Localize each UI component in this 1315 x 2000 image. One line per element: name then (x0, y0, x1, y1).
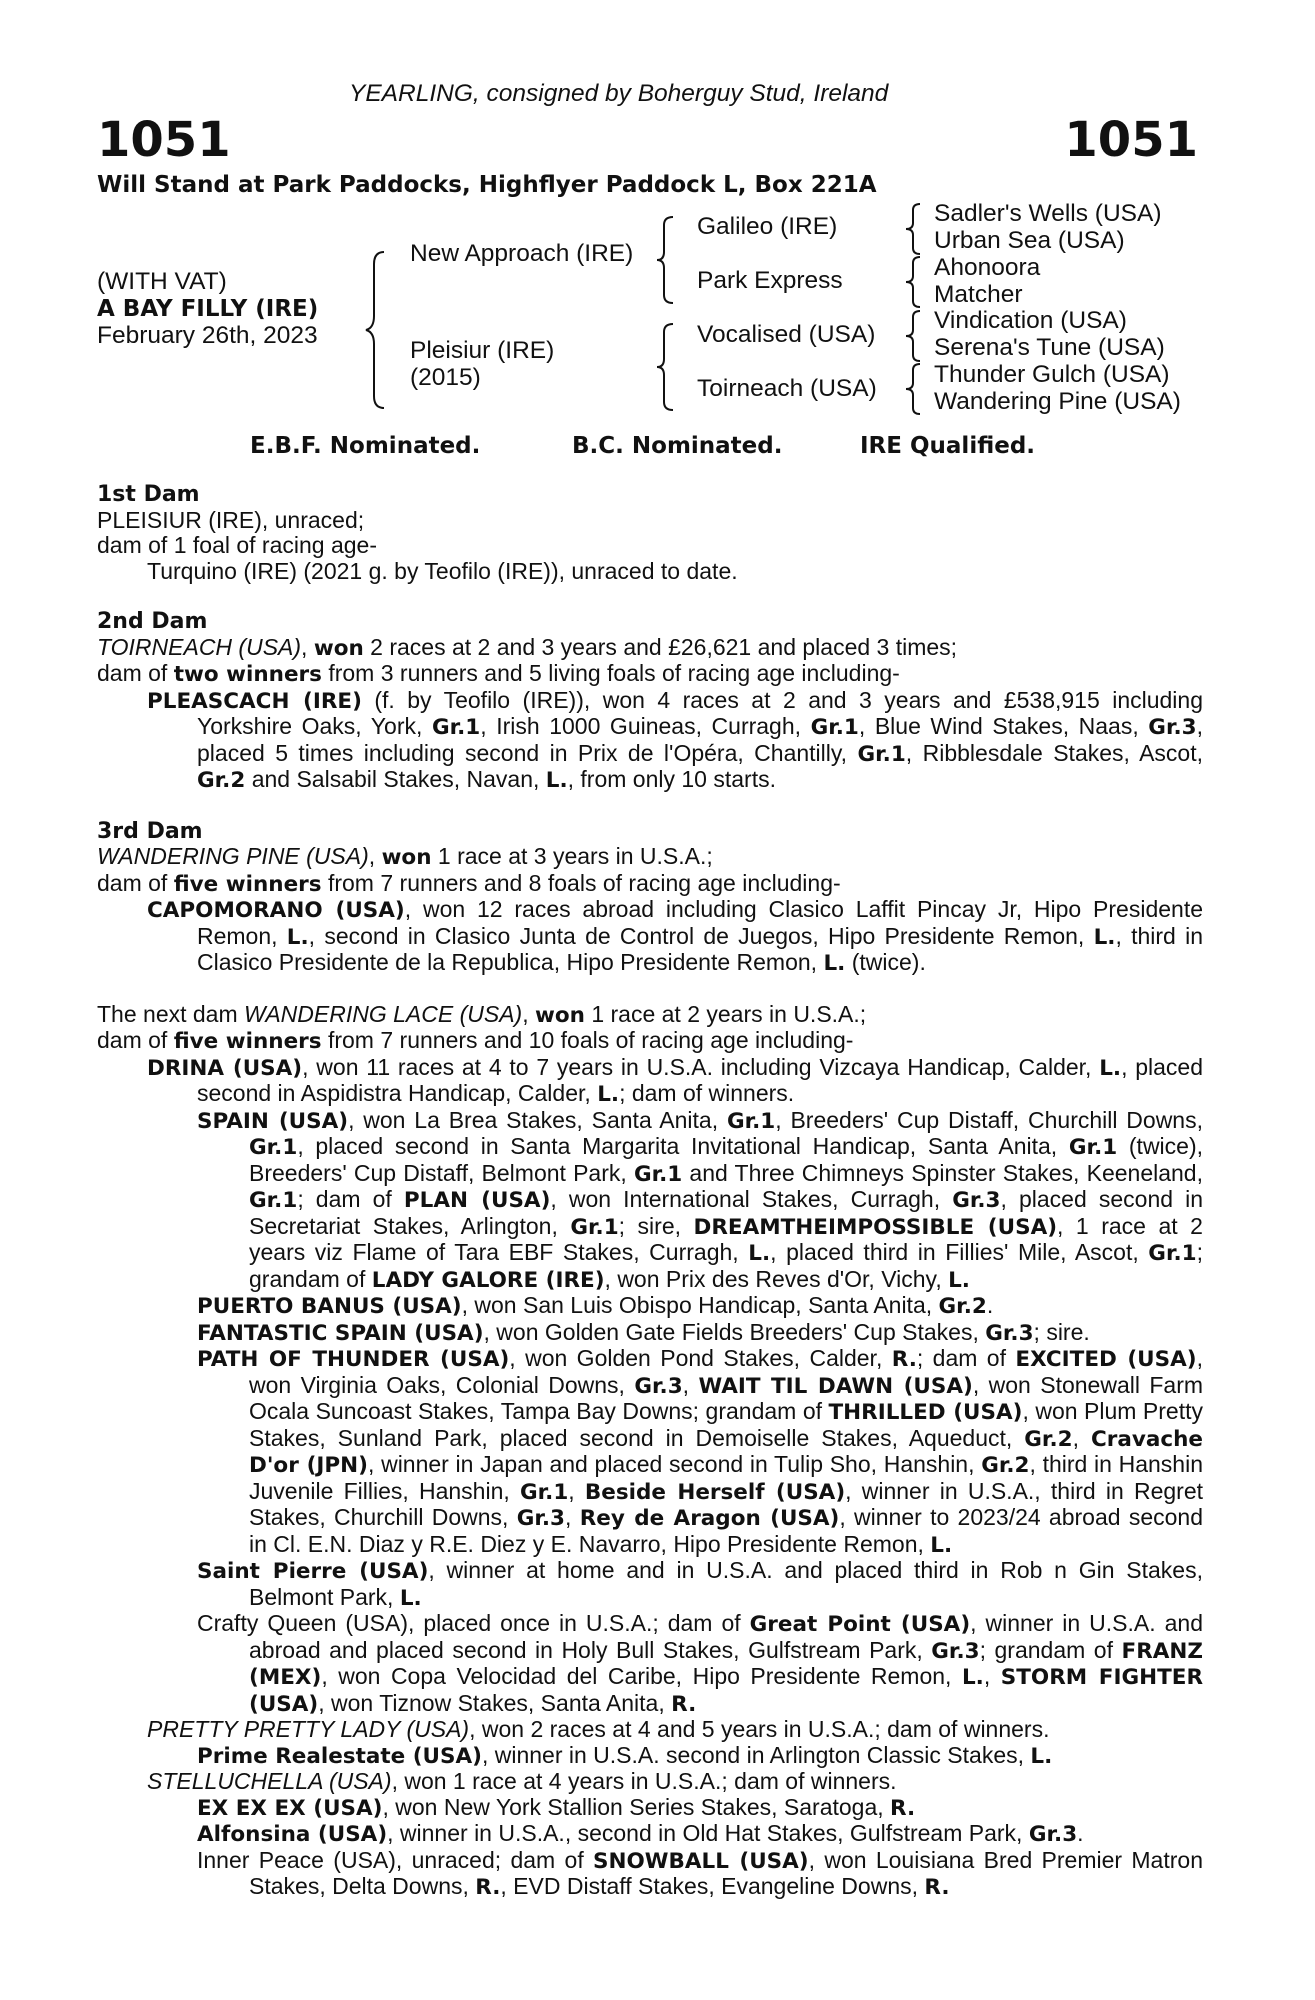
third-dam-record: WANDERING PINE (USA), won 1 race at 3 years in U.S.A.; (97, 843, 713, 870)
pedigree-ggp-3: Ahonoora (934, 254, 1041, 281)
entry-saint-pierre: Saint Pierre (USA), winner at home and in U.S.A. and placed third in Rob n Gin Stakes, Belmont Park, L. (197, 1557, 1203, 1611)
pedigree-ggp-7: Thunder Gulch (USA) (934, 361, 1170, 388)
pedigree-brace-g3 (902, 309, 926, 363)
pedigree-ggp-1: Sadler's Wells (USA) (934, 200, 1162, 227)
pedigree-brace-sire (653, 215, 679, 305)
pedigree-sire-dam: Park Express (697, 267, 843, 294)
first-dam-foal: Turquino (IRE) (2021 g. by Teofilo (IRE)), unraced to date. (147, 557, 738, 584)
second-dam-name: TOIRNEACH (USA) (97, 633, 302, 660)
entry-stelluchella: STELLUCHELLA (USA), won 1 race at 4 years in U.S.A.; dam of winners. (147, 1768, 897, 1794)
bc-nominated: B.C. Nominated. (572, 433, 783, 459)
pedigree-brace-main (362, 250, 392, 410)
pedigree-ggp-6: Serena's Tune (USA) (934, 334, 1165, 361)
first-dam-heading: 1st Dam (97, 482, 200, 507)
consignment-line: YEARLING, consigned by Boherguy Stud, Ireland (349, 80, 889, 107)
next-dam-name: WANDERING LACE (USA) (244, 1000, 523, 1027)
ebf-nominated: E.B.F. Nominated. (250, 433, 481, 459)
pedigree-brace-g4 (902, 362, 926, 416)
third-dam-produce: dam of five winners from 7 runners and 8 foals of racing age including- (97, 869, 841, 897)
entry-inner-peace: Inner Peace (USA), unraced; dam of SNOWBALL (USA), won Louisiana Bred Premier Matron Stakes, Delta Downs, R., EVD Distaff Stakes, Evangeline Downs, R. (197, 1846, 1203, 1900)
entry-alfonsina: Alfonsina (USA), winner in U.S.A., second in Old Hat Stakes, Gulfstream Park, Gr.3. (197, 1820, 1084, 1847)
entry-prime-realestate: Prime Realestate (USA), winner in U.S.A. second in Arlington Classic Stakes, L. (197, 1741, 1053, 1769)
pedigree-brace-dam (653, 322, 679, 412)
pedigree-dam-dam: Toirneach (USA) (697, 375, 877, 402)
stabling-line: Will Stand at Park Paddocks, Highflyer Paddock L, Box 221A (97, 172, 877, 198)
third-dam-heading: 3rd Dam (97, 818, 203, 844)
pedigree-dam: Pleisiur (IRE) (410, 337, 555, 364)
first-dam-line2: dam of 1 foal of racing age- (97, 532, 377, 558)
second-dam-record: TOIRNEACH (USA), won 2 races at 2 and 3 years and £26,621 and placed 3 times; (97, 633, 958, 661)
pedigree-brace-g2 (902, 255, 926, 309)
pedigree-brace-g1 (902, 202, 926, 256)
entry-path-of-thunder: PATH OF THUNDER (USA), won Golden Pond Stakes, Calder, R.; dam of EXCITED (USA), won Virginia Oaks, Colonial Downs, Gr.3, WAIT TIL DAWN (USA), won Stonewall Farm Ocala Suncoast Stakes, Tampa Bay Downs; grandam of THRILLED (USA), won Plum Pretty Stakes, Sunland Park, placed second in Demoiselle Stakes, Aqueduct, Gr.2, Cravache D'or (JPN), winner in Japan and placed second in Tulip Sho, Hanshin, Gr.2, third in Hanshin Juvenile Fillies, Hanshin, Gr.1, Beside Herself (USA), winner in U.S.A., third in Regret Stakes, Churchill Downs, Gr.3, Rey de Aragon (USA), winner to 2023/24 abroad second in Cl. E.N. Diaz y R.E. Diez y E. Navarro, Hipo Presidente Remon, L. (197, 1345, 1204, 1558)
entry-spain: SPAIN (USA), won La Brea Stakes, Santa Anita, Gr.1, Breeders' Cup Distaff, Churchill Downs, Gr.1, placed second in Santa Margarita Invitational Handicap, Santa Anita, Gr.1 (twice), Breeders' Cup Distaff, Belmont Park, Gr.1 and Three Chimneys Spinster Stakes, Keeneland, Gr.1; dam of PLAN (USA), won International Stakes, Curragh, Gr.3, placed second in Secretariat Stakes, Arlington, Gr.1; sire, DREAMTHEIMPOSSIBLE (USA), 1 race at 2 years viz Flame of Tara EBF Stakes, Curragh, L., placed third in Fillies' Mile, Ascot, Gr.1; grandam of LADY GALORE (IRE), won Prix des Reves d'Or, Vichy, L. (197, 1106, 1204, 1293)
foaling-date: February 26th, 2023 (97, 322, 318, 349)
produce-record (97, 482, 1203, 1901)
next-dam-produce: dam of five winners from 7 runners and 10 foals of racing age including- (97, 1027, 854, 1054)
entry-drina: DRINA (USA), won 11 races at 4 to 7 years in U.S.A. including Vizcaya Handicap, Calder, L., placed second in Aspidistra Handicap, Calder, L.; dam of winners. (147, 1053, 1204, 1107)
entry-pretty-pretty-lady: PRETTY PRETTY LADY (USA), won 2 races at 4 and 5 years in U.S.A.; dam of winners. (147, 1716, 1050, 1742)
pedigree-sire: New Approach (IRE) (410, 240, 634, 267)
entry-crafty-queen: Crafty Queen (USA), placed once in U.S.A.; dam of Great Point (USA), winner in U.S.A. and abroad and placed second in Holy Bull Stakes, Gulfstream Park, Gr.3; grandam of FRANZ (MEX), won Copa Velocidad del Caribe, Hipo Presidente Remon, L., STORM FIGHTER (USA), won Tiznow Stakes, Santa Anita, R. (197, 1610, 1203, 1717)
vat-label: (WITH VAT) (97, 268, 227, 295)
next-dam-record: The next dam WANDERING LACE (USA), won 1 race at 2 years in U.S.A.; (97, 1000, 867, 1028)
ire-qualified: IRE Qualified. (860, 433, 1036, 459)
pedigree-ggp-8: Wandering Pine (USA) (934, 388, 1181, 415)
third-dam-capomorano: CAPOMORANO (USA), won 12 races abroad including Clasico Laffit Pincay Jr, Hipo Presidente Remon, L., second in Clasico Junta de Control de Juegos, Hipo Presidente Remon, L., third in Clasico Presidente de la Republica, Hipo Presidente Remon, L. (twice). (147, 896, 1204, 976)
pedigree-sire-sire: Galileo (IRE) (697, 213, 838, 240)
second-dam-produce: dam of two winners from 3 runners and 5 living foals of racing age including- (97, 660, 900, 687)
pedigree-ggp-2: Urban Sea (USA) (934, 227, 1125, 254)
pedigree-ggp-5: Vindication (USA) (934, 307, 1127, 334)
first-dam-line1: PLEISIUR (IRE), unraced; (97, 506, 365, 533)
entry-puerto-banus: PUERTO BANUS (USA), won San Luis Obispo Handicap, Santa Anita, Gr.2. (197, 1292, 994, 1319)
pedigree-dam-year: (2015) (410, 364, 481, 391)
lot-number-right: 1051 (1064, 112, 1198, 168)
entry-ex-ex-ex: EX EX EX (USA), won New York Stallion Series Stakes, Saratoga, R. (197, 1793, 916, 1821)
second-dam-pleascach: PLEASCACH (IRE) (f. by Teofilo (IRE)), won 4 races at 2 and 3 years and £538,915 including Yorkshire Oaks, York, Gr.1, Irish 1000 Guineas, Curragh, Gr.1, Blue Wind Stakes, Naas, Gr.3, placed 5 times including second in Prix de l'Opéra, Chantilly, Gr.1, Ribblesdale Stakes, Ascot, Gr.2 and Salsabil Stakes, Navan, L., from only 10 starts. (147, 686, 1203, 793)
second-dam-heading: 2nd Dam (97, 609, 208, 634)
horse-name: A BAY FILLY (IRE) (97, 296, 319, 322)
pedigree-ggp-4: Matcher (934, 281, 1023, 308)
third-dam-name: WANDERING PINE (USA) (97, 843, 369, 869)
entry-fantastic-spain: FANTASTIC SPAIN (USA), won Golden Gate Fields Breeders' Cup Stakes, Gr.3; sire. (197, 1318, 1090, 1346)
lot-number-left: 1051 (97, 112, 231, 168)
pedigree-dam-sire: Vocalised (USA) (697, 321, 876, 348)
